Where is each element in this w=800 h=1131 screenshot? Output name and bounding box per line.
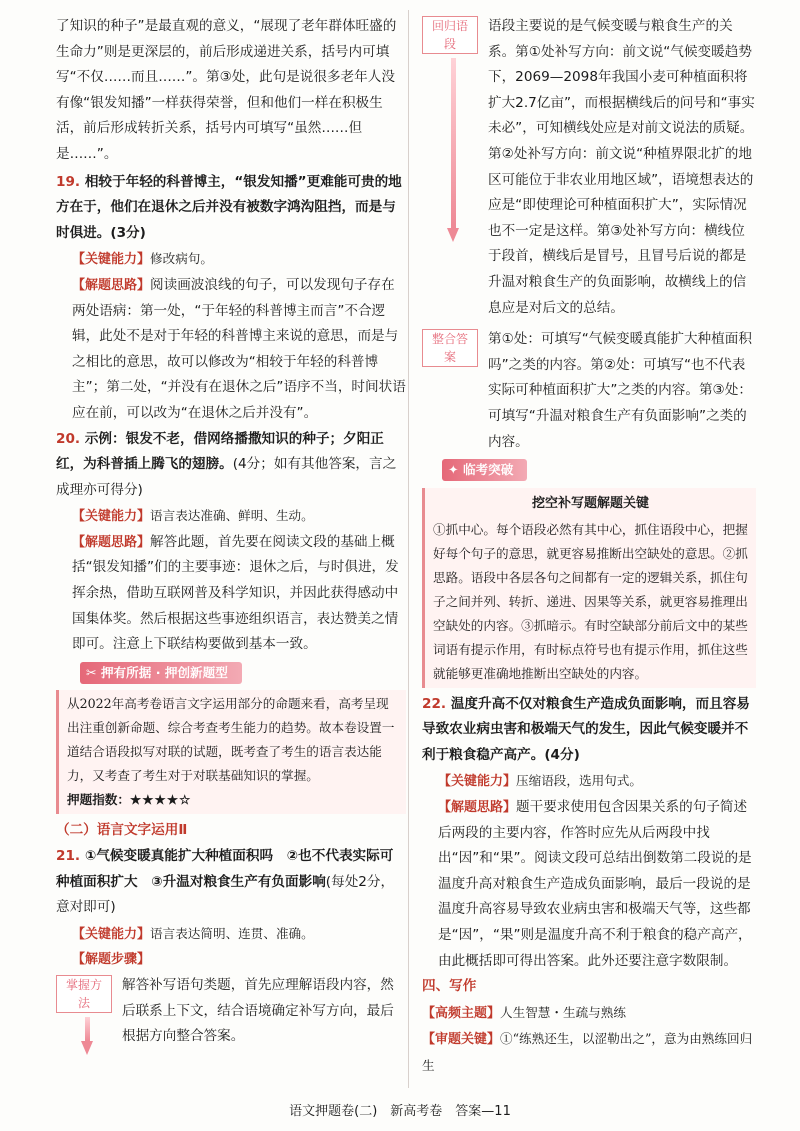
solution-idea-text: 题干要求使用包含因果关系的句子简述后两段的主要内容，作答时应先从后两段中找出“因”和“果”。阅读文段可总结出倒数第二段说的是温度升高对粮食生产造成负面影响，最后一段说的是温度升高容易导致农业病虫害和极端天气等，这些都是“因”，“果”则是温度升高不利于粮食的稳产高产，由此概括即可得出答案。此外还要注意字数限制。	[438, 799, 752, 969]
arrow-head-icon	[447, 228, 459, 242]
key-ability-text: 修改病句。	[150, 251, 213, 267]
prediction-index	[67, 788, 398, 812]
sparkle-icon: ✦	[448, 462, 463, 478]
review-step	[422, 14, 756, 321]
prediction-note	[56, 690, 406, 814]
key-line	[422, 1026, 756, 1079]
solution-idea-20	[56, 530, 406, 658]
question-21	[56, 844, 406, 921]
key-ability-tag: 【关键能力】	[72, 252, 151, 268]
integrate-badge: 整合答案	[422, 329, 478, 367]
topic-line	[422, 1000, 756, 1027]
banner-text: 临考突破	[462, 462, 514, 478]
solution-idea-22	[422, 795, 756, 974]
method-label-block	[56, 975, 118, 1055]
solution-idea-text: 解答此题，首先要在阅读文段的基础上概括“银发知播”们的主要事迹：退休之后，与时俱进，发挥余热，借助互联网普及科学知识，并因此获得感动中国集体奖。然后根据这些事迹组织语言，表达赞美之情即可。注意上下联结构要做到基本一致。	[72, 533, 399, 653]
integrate-label-block	[422, 329, 484, 371]
question-answer: 相较于年轻的科普博主，“银发知播”更难能可贵的地方在于，他们在退休之后并没有被数字鸿沟阻挡，而是与时俱进。(3分)	[56, 173, 402, 241]
key-ability-tag: 【关键能力】	[72, 926, 151, 942]
question-answer: 温度升高不仅对粮食生产造成负面影响，而且容易导致农业病虫害和极端天气的发生，因此气候变暖并不利于粮食稳产高产。(4分)	[422, 695, 750, 763]
column-divider	[408, 10, 409, 1088]
question-score: (每处2分，意对即可)	[56, 873, 395, 916]
question-number: 22.	[422, 695, 447, 712]
prediction-index-label: 押题指数：	[67, 792, 130, 808]
question-answer: 示例：银发不老，借网络播撒知识的种子；夕阳正红，为科普插上腾飞的翅膀。	[56, 430, 384, 473]
tips-text: ①抓中心。每个语段必然有其中心，抓住语段中心，把握好每个句子的意思，就更容易推断出空缺处的意思。②抓思路。语段中各层各句之间都有一定的逻辑关系，抓住句子之间并列、转折、递进、因果等关系，就更容易推理出空缺处的内容。③抓暗示。有时空缺部分前后文中的某些词语有提示作用，有时标点符号也有提示作用，抓住这些就能够更准确地推断出空缺处的内容。	[433, 521, 748, 681]
key-ability-19	[56, 246, 406, 273]
question-20	[56, 427, 406, 504]
question-22	[422, 692, 756, 769]
question-number: 21.	[56, 848, 81, 865]
key-ability-text: 语言表达准确、鲜明、生动。	[150, 508, 314, 524]
tips-title: 挖空补写题解题关键	[531, 495, 649, 511]
review-text: 语段主要说的是气候变暖与粮食生产的关系。第①处补写方向：前文说“气候变暖趋势下，2069—2098年我国小麦可种植面积将扩大2.7亿亩”，而根据横线后的问号和“事实未必”，可知横线处应是对前文说法的质疑。第②处补写方向：前文说“种植界限北扩的地区可能位于非农业用地区域”，语境想表达的应是“即使理论可种植面积扩大”，实际情况也不一定是这样。第③处补写方向：横线位于段首，横线后是冒号，且冒号后说的都是升温对粮食生产的负面影响，故横线上的信息应是对后文的总结。	[488, 18, 755, 316]
innovation-banner	[80, 662, 242, 684]
question-score: (4分；如有其他答案，言之成理亦可得分)	[56, 456, 397, 498]
right-column	[422, 14, 756, 1080]
integrate-step	[422, 327, 756, 455]
question-number: 19.	[56, 173, 81, 190]
key-ability-text: 语言表达简明、连贯、准确。	[150, 925, 314, 941]
review-label-block	[422, 16, 484, 242]
question-answer: ①气候变暖真能扩大种植面积吗 ②也不代表实际可种植面积扩大 ③升温对粮食生产有负面影响	[56, 848, 394, 890]
arrow-head-icon	[81, 1041, 93, 1055]
method-badge: 掌握方法	[56, 975, 112, 1013]
banner-text: 押有所据 · 押创新题型	[100, 664, 228, 680]
solution-idea-text: 阅读画波浪线的句子，可以发现句子存在两处语病：第一处，“于年轻的科普博主而言”不合逻辑，此处不是对于年轻的科普博主来说的意思，而是与之相比的意思，故可以修改为“相较于年轻的科普博主”；第二处，“并没有在退休之后”语序不当，时间状语应在前，可以改为“在退休之后并没有”。	[72, 276, 406, 421]
solution-steps-21	[56, 947, 406, 973]
topic-text: 人生智慧・生疏与熟练	[500, 1004, 626, 1020]
tools-icon: ✂	[86, 664, 101, 680]
key-ability-21	[56, 921, 406, 948]
key-tag: 【审题关键】	[422, 1032, 501, 1048]
section-heading: 四、写作	[422, 978, 477, 995]
key-ability-tag: 【关键能力】	[72, 509, 151, 525]
key-ability-text: 压缩语段，选用句式。	[516, 773, 642, 789]
key-ability-22	[422, 768, 756, 795]
question-19	[56, 170, 406, 247]
key-ability-tag: 【关键能力】	[438, 774, 517, 790]
star-rating: ★★★★☆	[129, 792, 192, 808]
topic-tag: 【高频主题】	[422, 1005, 501, 1021]
question-number: 20.	[56, 430, 81, 447]
solution-idea-tag: 【解题思路】	[72, 277, 151, 293]
section-heading: （二）语言文字运用Ⅱ	[56, 822, 188, 839]
method-step	[56, 973, 406, 1050]
down-arrow-icon	[85, 1017, 90, 1041]
exam-tips-banner	[442, 459, 527, 481]
review-badge: 回归语段	[422, 16, 478, 54]
solution-idea-tag: 【解题思路】	[72, 534, 151, 550]
solution-idea-tag: 【解题思路】	[438, 800, 517, 816]
key-text: ①“练熟还生，以涩勒出之”，意为由熟练回归生	[422, 1031, 753, 1073]
key-ability-20	[56, 503, 406, 530]
method-text: 解答补写语句类题，首先应理解语段内容，然后联系上下文，结合语境确定补写方向，最后根据方向整合答案。	[122, 977, 394, 1045]
continued-paragraph: 了知识的种子”是最直观的意义，“展现了老年群体旺盛的生命力”则是更深层的，前后形成递进关系，括号内可填写“不仅……而且……”。第③处，此句是说很多老年人没有像“银发知播”一样获得荣誉，但和他们一样在积极生活，前后形成转折关系，括号内可填写“虽然……但是……”。	[56, 18, 397, 162]
page-footer: 语文押题卷(二) 新高考卷 答案—11	[289, 1104, 511, 1119]
tips-box	[422, 488, 756, 688]
down-arrow-icon	[451, 58, 456, 228]
solution-idea-19	[56, 273, 406, 427]
integrate-text: 第①处：可填写“气候变暖真能扩大种植面积吗”之类的内容。第②处：可填写“也不代表实际可种植面积扩大”之类的内容。第③处：可填写“升温对粮食生产有负面影响”之类的内容。	[488, 331, 752, 450]
left-column	[56, 14, 406, 1050]
solution-steps-tag: 【解题步骤】	[72, 952, 151, 968]
prediction-text: 从2022年高考卷语言文字运用部分的命题来看，高考呈现出注重创新命题、综合考查考生能力的趋势。故本卷设置一道结合语段拟写对联的试题，既考查了考生的语言表达能力，又考查了考生对于对联基础知识的掌握。	[67, 696, 395, 784]
